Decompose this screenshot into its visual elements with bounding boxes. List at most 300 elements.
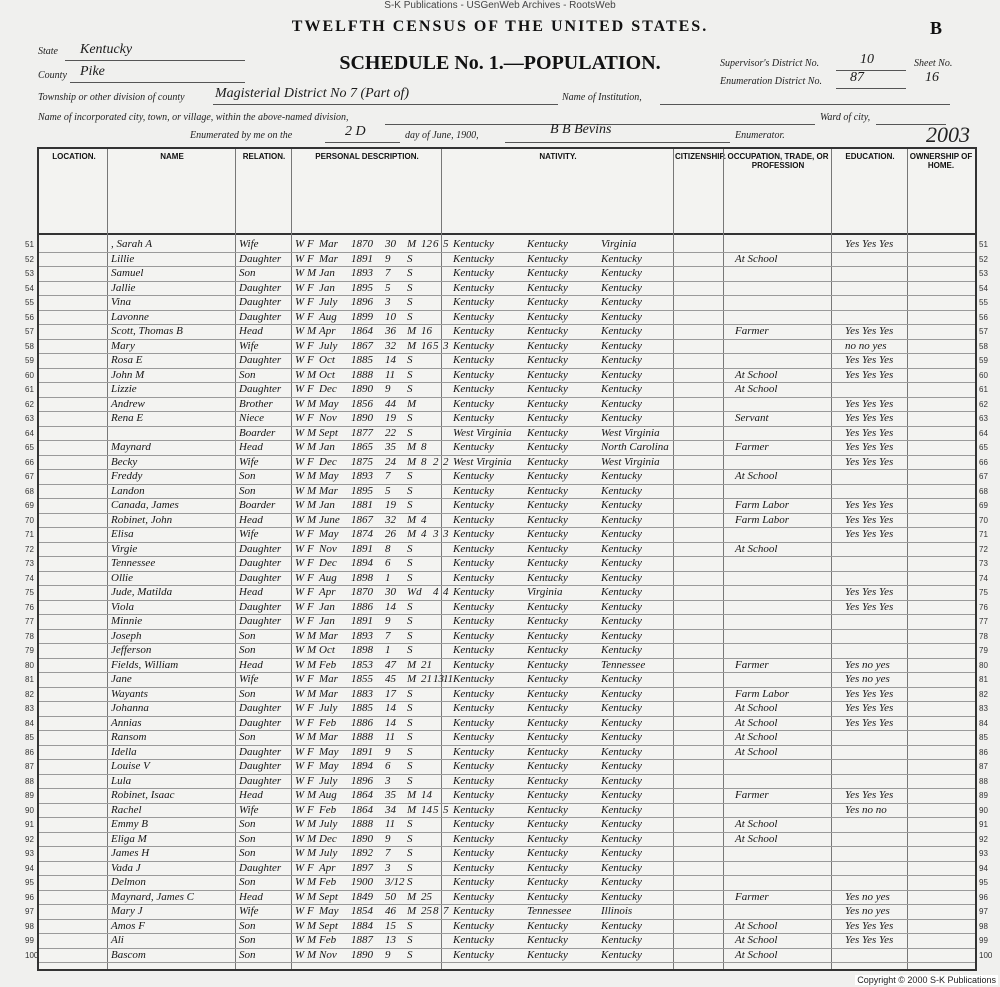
relation-cell: Daughter <box>239 716 282 729</box>
marital-cell: S <box>407 368 413 381</box>
row-number-right: 54 <box>979 283 988 293</box>
year-cell: 1853 <box>351 658 373 671</box>
age-cell: 46 <box>385 905 396 917</box>
year-cell: 1865 <box>351 441 373 453</box>
marital-cell: M <box>407 325 417 337</box>
relation-cell: Wife <box>239 803 259 816</box>
color-cell: W <box>295 339 305 352</box>
name-cell: Robinet, Isaac <box>111 789 175 801</box>
birthplace-cell: Kentucky <box>453 484 494 497</box>
sex-cell: M <box>307 470 317 482</box>
mother-birthplace-cell: Kentucky <box>601 760 642 772</box>
relation-cell: Son <box>239 731 256 743</box>
sex-cell: F <box>307 310 314 323</box>
mother-birthplace-cell: Kentucky <box>601 673 642 685</box>
age-cell: 19 <box>385 499 396 511</box>
name-cell: Vina <box>111 296 131 308</box>
mother-birthplace-cell: Kentucky <box>601 586 642 598</box>
marital-cell: S <box>407 354 413 366</box>
birthplace-cell: Kentucky <box>453 441 494 453</box>
row-number: 86 <box>25 747 34 757</box>
row-number: 91 <box>25 820 34 829</box>
header-occupation: OCCUPATION, TRADE, OR PROFESSION <box>727 152 829 170</box>
birthplace-cell: Kentucky <box>453 470 494 482</box>
age-cell: 1 <box>385 571 391 584</box>
row-number-right: 53 <box>979 269 988 278</box>
stamp-number: 2003 <box>926 122 970 147</box>
mother-birthplace-cell: Kentucky <box>601 702 642 714</box>
name-cell: Scott, Thomas B <box>111 325 183 337</box>
birthplace-cell: Kentucky <box>453 673 494 685</box>
table-row <box>25 585 988 601</box>
father-birthplace-cell: Kentucky <box>527 731 568 743</box>
age-cell: 3/12 <box>385 876 405 888</box>
birthplace-cell: Kentucky <box>453 600 494 613</box>
row-number: 99 <box>25 936 34 945</box>
color-cell: W <box>295 238 305 250</box>
row-number-right: 85 <box>979 733 988 742</box>
month-cell: July <box>319 818 338 830</box>
children-born-cell: 5 <box>433 339 439 352</box>
sex-cell: F <box>307 905 314 917</box>
father-birthplace-cell: Kentucky <box>527 702 568 714</box>
month-cell: July <box>319 296 338 308</box>
name-cell: Lavonne <box>111 310 149 323</box>
age-cell: 5 <box>385 484 391 497</box>
name-cell: Jane <box>111 673 132 685</box>
mother-birthplace-cell: Kentucky <box>601 310 642 323</box>
sex-cell: M <box>307 484 317 497</box>
year-cell: 1855 <box>351 673 373 685</box>
color-cell: W <box>295 310 305 323</box>
table-row <box>25 310 988 326</box>
birthplace-cell: Kentucky <box>453 499 494 511</box>
mother-birthplace-cell: Kentucky <box>601 557 642 569</box>
relation-cell: Wife <box>239 238 259 250</box>
birthplace-cell: Kentucky <box>453 252 494 265</box>
year-cell: 1849 <box>351 890 373 903</box>
sex-cell: F <box>307 455 314 468</box>
years-married-cell: 16 <box>421 339 432 352</box>
color-cell: W <box>295 629 305 642</box>
relation-cell: Daughter <box>239 571 282 584</box>
color-cell: W <box>295 267 305 279</box>
month-cell: Mar <box>319 238 338 250</box>
day-line <box>325 142 400 143</box>
marital-cell: M <box>407 905 417 917</box>
occupation-cell: At School <box>735 368 778 381</box>
row-number: 94 <box>25 863 34 873</box>
month-cell: July <box>319 702 338 714</box>
birthplace-cell: Kentucky <box>453 876 494 888</box>
row-number-right: 80 <box>979 660 988 670</box>
sex-cell: F <box>307 615 314 627</box>
name-cell: Rachel <box>111 803 142 816</box>
year-cell: 1891 <box>351 542 373 555</box>
name-cell: , Sarah A <box>111 238 153 250</box>
mother-birthplace-cell: Kentucky <box>601 412 642 424</box>
birthplace-cell: Kentucky <box>453 267 494 279</box>
children-living-cell: 2 <box>443 455 449 468</box>
education-cell: Yes Yes Yes <box>845 354 894 366</box>
father-birthplace-cell: Kentucky <box>527 644 568 656</box>
sex-cell: M <box>307 658 317 671</box>
education-cell: Yes Yes Yes <box>845 412 894 424</box>
name-cell: Ali <box>111 934 124 946</box>
row-number: 82 <box>25 689 34 699</box>
occupation-cell: Servant <box>735 412 769 424</box>
sex-cell: F <box>307 252 314 265</box>
color-cell: W <box>295 252 305 265</box>
children-living-cell: 3 <box>443 528 449 540</box>
relation-cell: Son <box>239 832 256 845</box>
relation-cell: Wife <box>239 339 259 352</box>
sex-cell: F <box>307 296 314 308</box>
birthplace-cell: Kentucky <box>453 774 494 787</box>
color-cell: W <box>295 426 305 439</box>
sex-cell: F <box>307 354 314 366</box>
color-cell: W <box>295 702 305 714</box>
row-number-right: 67 <box>979 472 988 481</box>
mother-birthplace-cell: Kentucky <box>601 745 642 758</box>
month-cell: Dec <box>319 383 337 395</box>
father-birthplace-cell: Kentucky <box>527 876 568 888</box>
occupation-cell: At School <box>735 542 778 555</box>
header-education: EDUCATION. <box>845 152 895 161</box>
mother-birthplace-cell: Kentucky <box>601 890 642 903</box>
row-number: 56 <box>25 312 34 322</box>
name-cell: Ransom <box>111 731 147 743</box>
sex-cell: M <box>307 948 317 961</box>
year-cell: 1888 <box>351 731 373 743</box>
month-cell: May <box>319 528 339 540</box>
name-cell: Ollie <box>111 571 133 584</box>
color-cell: W <box>295 818 305 830</box>
age-cell: 11 <box>385 368 396 381</box>
name-cell: Louise V <box>111 760 150 772</box>
education-cell: Yes no yes <box>845 673 890 685</box>
years-married-cell: 16 <box>421 325 432 337</box>
row-number-right: 62 <box>979 399 988 409</box>
color-cell: W <box>295 571 305 584</box>
father-birthplace-cell: Kentucky <box>527 455 568 468</box>
row-number: 59 <box>25 356 34 365</box>
month-cell: June <box>319 513 340 526</box>
mother-birthplace-cell: Kentucky <box>601 687 642 700</box>
month-cell: Mar <box>319 629 338 642</box>
birthplace-cell: Kentucky <box>453 803 494 816</box>
color-cell: W <box>295 658 305 671</box>
mother-birthplace-cell: Kentucky <box>601 368 642 381</box>
month-cell: Feb <box>319 876 337 888</box>
name-cell: Amos F <box>111 919 145 932</box>
education-cell: Yes Yes Yes <box>845 426 894 439</box>
county-line <box>70 82 245 83</box>
education-cell: Yes Yes Yes <box>845 455 894 468</box>
month-cell: Mar <box>319 673 338 685</box>
row-number-right: 94 <box>979 863 988 873</box>
month-cell: May <box>319 397 339 410</box>
age-cell: 14 <box>385 354 396 366</box>
name-cell: Bascom <box>111 948 146 961</box>
mother-birthplace-cell: Kentucky <box>601 716 642 729</box>
marital-cell: S <box>407 484 413 497</box>
marital-cell: S <box>407 542 413 555</box>
sex-cell: F <box>307 774 314 787</box>
year-cell: 1870 <box>351 586 373 598</box>
county-label: County <box>38 70 67 81</box>
table-row <box>25 353 988 369</box>
children-living-cell: 4 <box>443 586 449 598</box>
age-cell: 14 <box>385 702 396 714</box>
year-cell: 1864 <box>351 803 373 816</box>
month-cell: May <box>319 745 339 758</box>
year-cell: 1895 <box>351 484 373 497</box>
row-number-right: 96 <box>979 892 988 902</box>
father-birthplace-cell: Kentucky <box>527 296 568 308</box>
row-number-right: 70 <box>979 515 988 525</box>
mother-birthplace-cell: Tennessee <box>601 658 646 671</box>
table-row <box>25 542 988 558</box>
month-cell: Oct <box>319 368 335 381</box>
row-number: 67 <box>25 472 34 481</box>
header-ownership: OWNERSHIP OF HOME. <box>909 152 973 170</box>
header-citizenship: CITIZENSHIP. <box>675 152 726 161</box>
row-number: 76 <box>25 602 34 612</box>
age-cell: 9 <box>385 745 391 758</box>
father-birthplace-cell: Kentucky <box>527 571 568 584</box>
color-cell: W <box>295 948 305 961</box>
mother-birthplace-cell: Kentucky <box>601 832 642 845</box>
year-cell: 1890 <box>351 948 373 961</box>
row-number-right: 92 <box>979 834 988 844</box>
row-number-right: 58 <box>979 341 988 351</box>
birthplace-cell: Kentucky <box>453 919 494 932</box>
color-cell: W <box>295 774 305 787</box>
birthplace-cell: Kentucky <box>453 861 494 874</box>
ward-label: Ward of city, <box>820 112 871 123</box>
row-number-right: 97 <box>979 907 988 916</box>
children-born-cell: 5 <box>433 803 439 816</box>
marital-cell: M <box>407 658 417 671</box>
color-cell: W <box>295 861 305 874</box>
row-number-right: 63 <box>979 414 988 423</box>
mother-birthplace-cell: Kentucky <box>601 252 642 265</box>
education-cell: Yes Yes Yes <box>845 586 894 598</box>
name-cell: Elisa <box>111 528 134 540</box>
relation-cell: Daughter <box>239 354 282 366</box>
father-birthplace-cell: Kentucky <box>527 339 568 352</box>
color-cell: W <box>295 542 305 555</box>
relation-cell: Daughter <box>239 281 282 294</box>
row-number-right: 74 <box>979 573 988 583</box>
month-cell: Oct <box>319 644 335 656</box>
relation-cell: Boarder <box>239 426 276 439</box>
mother-birthplace-cell: Kentucky <box>601 600 642 613</box>
row-number-right: 69 <box>979 501 988 510</box>
father-birthplace-cell: Kentucky <box>527 847 568 859</box>
mother-birthplace-cell: Kentucky <box>601 774 642 787</box>
age-cell: 30 <box>385 238 396 250</box>
month-cell: Aug <box>319 789 337 801</box>
mother-birthplace-cell: Kentucky <box>601 296 642 308</box>
father-birthplace-cell: Kentucky <box>527 919 568 932</box>
age-cell: 5 <box>385 281 391 294</box>
color-cell: W <box>295 803 305 816</box>
age-cell: 32 <box>385 513 396 526</box>
row-number-right: 75 <box>979 588 988 597</box>
sex-cell: F <box>307 586 314 598</box>
marital-cell: M <box>407 339 417 352</box>
relation-cell: Daughter <box>239 861 282 874</box>
township-label: Township or other division of county <box>38 92 185 103</box>
year-cell: 1895 <box>351 281 373 294</box>
relation-cell: Son <box>239 934 256 946</box>
table-row <box>25 948 993 964</box>
row-number: 66 <box>25 457 34 467</box>
table-row <box>25 600 988 616</box>
year-cell: 1875 <box>351 455 373 468</box>
color-cell: W <box>295 557 305 569</box>
relation-cell: Head <box>239 890 263 903</box>
color-cell: W <box>295 499 305 511</box>
row-number: 60 <box>25 370 34 380</box>
mother-birthplace-cell: Illinois <box>601 905 633 917</box>
row-number: 61 <box>25 385 34 394</box>
mother-birthplace-cell: Kentucky <box>601 339 642 352</box>
birthplace-cell: Kentucky <box>453 644 494 656</box>
name-cell: Minnie <box>111 615 143 627</box>
age-cell: 10 <box>385 310 396 323</box>
color-cell: W <box>295 368 305 381</box>
mother-birthplace-cell: Kentucky <box>601 528 642 540</box>
table-row <box>25 803 988 819</box>
name-cell: Delmon <box>111 876 146 888</box>
age-cell: 9 <box>385 383 391 395</box>
mother-birthplace-cell: Kentucky <box>601 919 642 932</box>
birthplace-cell: Kentucky <box>453 571 494 584</box>
relation-cell: Son <box>239 919 256 932</box>
month-cell: May <box>319 760 339 772</box>
month-cell: Mar <box>319 252 338 265</box>
birthplace-cell: West Virginia <box>453 455 512 468</box>
month-cell: Sept <box>319 919 338 932</box>
name-cell: Annias <box>111 716 142 729</box>
name-cell: Idella <box>111 745 137 758</box>
children-born-cell: 3 <box>433 528 439 540</box>
row-number-right: 78 <box>979 631 988 641</box>
mother-birthplace-cell: Kentucky <box>601 281 642 294</box>
age-cell: 35 <box>385 441 396 453</box>
year-cell: 1896 <box>351 774 373 787</box>
name-cell: Eliga M <box>111 832 147 845</box>
color-cell: W <box>295 716 305 729</box>
marital-cell: S <box>407 876 413 888</box>
row-number-right: 59 <box>979 356 988 365</box>
birthplace-cell: Kentucky <box>453 528 494 540</box>
month-cell: Jan <box>319 441 335 453</box>
row-number-right: 52 <box>979 254 988 264</box>
name-cell: Rosa E <box>111 354 143 366</box>
sheet-no-label: Sheet No. <box>914 58 953 69</box>
sex-cell: M <box>307 426 317 439</box>
table-row <box>25 643 988 659</box>
year-cell: 1893 <box>351 267 373 279</box>
marital-cell: S <box>407 557 413 569</box>
enumerated-label: Enumerated by me on the <box>190 130 293 141</box>
month-cell: Dec <box>319 455 337 468</box>
row-number-right: 68 <box>979 486 988 496</box>
supervisor-label: Supervisor's District No. <box>720 58 820 69</box>
row-number: 77 <box>25 617 34 626</box>
census-title: TWELFTH CENSUS OF THE UNITED STATES. <box>291 18 709 35</box>
township-value: Magisterial District No 7 (Part of) <box>215 86 410 101</box>
age-cell: 13 <box>385 934 396 946</box>
month-cell: July <box>319 847 338 859</box>
month-cell: Nov <box>319 948 337 961</box>
birthplace-cell: Kentucky <box>453 383 494 395</box>
relation-cell: Son <box>239 267 256 279</box>
birthplace-cell: Kentucky <box>453 687 494 700</box>
month-cell: Jan <box>319 281 335 294</box>
sex-cell: M <box>307 731 317 743</box>
occupation-cell: Farmer <box>735 789 769 801</box>
source-banner: S-K Publications - USGenWeb Archives - RootsWeb <box>384 0 616 11</box>
father-birthplace-cell: Kentucky <box>527 818 568 830</box>
marital-cell: S <box>407 615 413 627</box>
table-row <box>25 382 988 398</box>
mother-birthplace-cell: Kentucky <box>601 397 642 410</box>
mother-birthplace-cell: Kentucky <box>601 383 642 395</box>
table-row <box>25 658 988 674</box>
year-cell: 1867 <box>351 339 373 352</box>
month-cell: Feb <box>319 803 337 816</box>
age-cell: 9 <box>385 832 391 845</box>
name-cell: Andrew <box>111 397 145 410</box>
sex-cell: F <box>307 745 314 758</box>
row-number-right: 99 <box>979 936 988 945</box>
year-cell: 1898 <box>351 644 373 656</box>
mother-birthplace-cell: Kentucky <box>601 876 642 888</box>
row-number: 98 <box>25 921 34 931</box>
marital-cell: S <box>407 919 413 932</box>
birthplace-cell: Kentucky <box>453 296 494 308</box>
relation-cell: Son <box>239 687 256 700</box>
sex-cell: F <box>307 557 314 569</box>
relation-cell: Daughter <box>239 296 282 308</box>
father-birthplace-cell: Kentucky <box>527 934 568 946</box>
row-number-right: 64 <box>979 428 988 438</box>
name-cell: Jallie <box>111 281 136 294</box>
table-row <box>25 266 988 282</box>
name-cell: James H <box>111 847 150 859</box>
sex-cell: M <box>307 644 317 656</box>
mother-birthplace-cell: Kentucky <box>601 818 642 830</box>
age-cell: 11 <box>385 731 396 743</box>
table-row <box>25 237 988 253</box>
years-married-cell: 21 <box>421 673 432 685</box>
table-row <box>25 745 988 761</box>
table-row <box>25 890 988 906</box>
father-birthplace-cell: Kentucky <box>527 615 568 627</box>
month-cell: Feb <box>319 658 337 671</box>
occupation-cell: At School <box>735 832 778 845</box>
name-cell: Canada, James <box>111 499 179 511</box>
month-cell: Apr <box>319 325 336 337</box>
birthplace-cell: Kentucky <box>453 890 494 903</box>
month-cell: Jan <box>319 615 335 627</box>
relation-cell: Son <box>239 629 256 642</box>
